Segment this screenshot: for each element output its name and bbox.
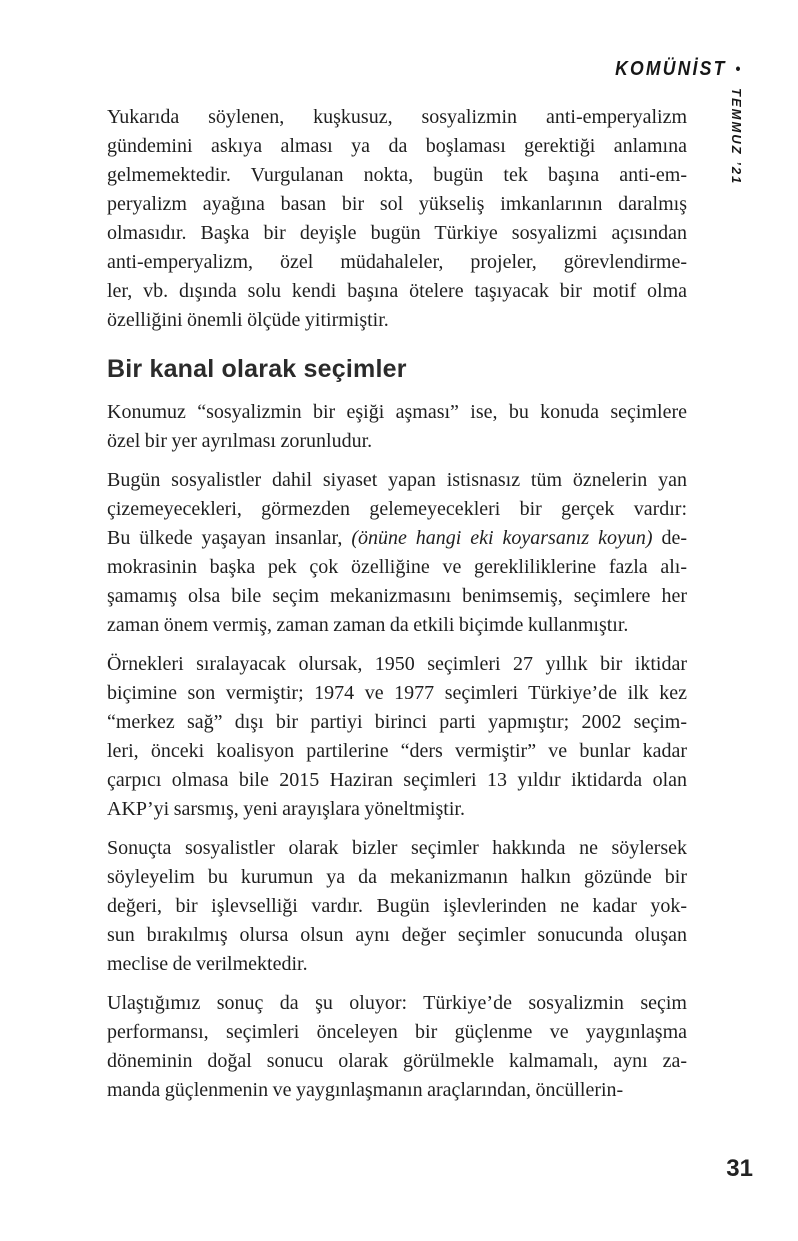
- text-line: özel bir yer ayrılması zorunludur.: [107, 430, 373, 452]
- text-line: mokrasinin başka pek çok özelliğine ve gerekliliklerine fazla alı-: [107, 556, 687, 578]
- text-line: AKP’yi sarsmış, yeni arayışlara yöneltmiştir.: [107, 798, 465, 820]
- text-line: “merkez sağ” dışı bir partiyi birinci parti yapmıştır; 2002 seçim-: [107, 711, 687, 733]
- text-line: Yukarıda söylenen, kuşkusuz, sosyalizmin anti-emperyalizm: [107, 106, 687, 128]
- text-line: peryalizm ayağına basan bir sol yükseliş imkanlarının daralmış: [107, 193, 687, 215]
- text-line: zaman önem vermiş, zaman zaman da etkili biçimde kullanmıştır.: [107, 614, 629, 636]
- italic-text: (önüne hangi eki koyarsanız koyun): [351, 527, 653, 549]
- article-body: [107, 103, 687, 1115]
- text-line: şamamış olsa bile seçim mekanizmasını benimsemiş, seçimlere her: [107, 585, 687, 607]
- paragraph: [107, 834, 687, 979]
- paragraph: [107, 466, 687, 640]
- text-line: Sonuçta sosyalistler olarak bizler seçimler hakkında ne söylersek: [107, 837, 687, 859]
- paragraph: [107, 650, 687, 824]
- text-line: manda güçlenmenin ve yaygınlaşmanın araçlarından, öncüllerin-: [107, 1079, 624, 1101]
- text-line: gelmemektedir. Vurgulanan nokta, bugün tek başına anti-em-: [107, 164, 687, 186]
- text-line: leri, önceki koalisyon partilerine “ders vermiştir” ve bunlar kadar: [107, 740, 687, 762]
- text-line: Konumuz “sosyalizmin bir eşiği aşması” ise, bu konuda seçimlere: [107, 401, 687, 423]
- text-line: meclise de verilmektedir.: [107, 953, 308, 975]
- text-line: Bu ülkede yaşayan insanlar, (önüne hangi eki koyarsanız koyun) de-: [107, 527, 687, 549]
- text-line: özelliğini önemli ölçüde yitirmiştir.: [107, 309, 389, 331]
- masthead-bullet-icon: •: [735, 60, 740, 78]
- magazine-masthead: [615, 58, 740, 81]
- magazine-title: KOMÜNİST: [614, 58, 727, 80]
- text-line: Örnekleri sıralayacak olursak, 1950 seçimleri 27 yıllık bir iktidar: [107, 653, 687, 675]
- text-line: Bugün sosyalistler dahil siyaset yapan istisnasız tüm öznelerin yan: [107, 469, 687, 491]
- section-heading: Bir kanal olarak seçimler: [107, 355, 407, 383]
- paragraph: [107, 103, 687, 335]
- text-line: değeri, bir işlevselliği vardır. Bugün işlevlerinden ne kadar yok-: [107, 895, 687, 917]
- text-line: ler, vb. dışında solu kendi başına ötelere taşıyacak bir motif olma: [107, 280, 687, 302]
- page-number: 31: [726, 1155, 753, 1182]
- paragraph: [107, 398, 687, 456]
- text-line: döneminin doğal sonucu olarak görülmekle kalmamalı, aynı za-: [107, 1050, 687, 1072]
- text-line: çarpıcı olmasa bile 2015 Haziran seçimleri 13 yıldır iktidarda olan: [107, 769, 687, 791]
- text-line: biçimine son vermiştir; 1974 ve 1977 seçimleri Türkiye’de ilk kez: [107, 682, 687, 704]
- text-line: söyleyelim bu kurumun ya da mekanizmanın halkın gözünde bir: [107, 866, 687, 888]
- text-line: sun bırakılmış olursa olsun aynı değer seçimler sonucunda oluşan: [107, 924, 687, 946]
- text-line: gündemini askıya alması ya da boşlaması gerektiği anlamına: [107, 135, 687, 157]
- paragraph: [107, 989, 687, 1105]
- issue-date-vertical: TEMMUZ ’21: [729, 88, 744, 186]
- text-line: çizemeyecekleri, görmezden gelemeyecekleri bir gerçek vardır:: [107, 498, 687, 520]
- text-line: anti-emperyalizm, özel müdahaleler, projeler, görevlendirme-: [107, 251, 687, 273]
- text-line: olmasıdır. Başka bir deyişle bugün Türkiye sosyalizmi açısından: [107, 222, 687, 244]
- text-line: performansı, seçimleri önceleyen bir güçlenme ve yaygınlaşma: [107, 1021, 687, 1043]
- text-line: Ulaştığımız sonuç da şu oluyor: Türkiye’de sosyalizmin seçim: [107, 992, 687, 1014]
